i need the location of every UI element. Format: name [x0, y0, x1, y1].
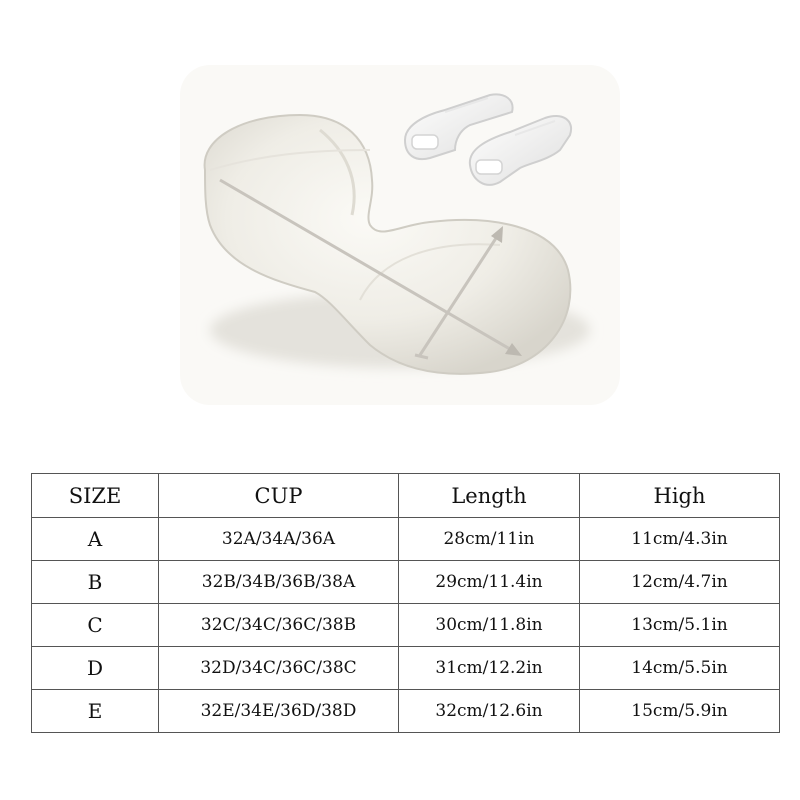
- size-cell: D: [32, 647, 159, 690]
- cup-cell: 32A/34A/36A: [159, 518, 399, 561]
- table-row: [32, 604, 780, 647]
- header-size: SIZE: [32, 474, 159, 518]
- size-cell: A: [32, 518, 159, 561]
- cup-cell: 32E/34E/36D/38D: [159, 690, 399, 733]
- length-cell: 28cm/11in: [399, 518, 580, 561]
- size-cell: E: [32, 690, 159, 733]
- size-chart-table: [31, 473, 780, 733]
- high-cell: 11cm/4.3in: [580, 518, 780, 561]
- cup-cell: 32C/34C/36C/38B: [159, 604, 399, 647]
- high-cell: 13cm/5.1in: [580, 604, 780, 647]
- table-header-row: [32, 474, 780, 518]
- length-cell: 29cm/11.4in: [399, 561, 580, 604]
- size-cell: B: [32, 561, 159, 604]
- high-cell: 12cm/4.7in: [580, 561, 780, 604]
- length-cell: 32cm/12.6in: [399, 690, 580, 733]
- length-cell: 31cm/12.2in: [399, 647, 580, 690]
- header-length: Length: [399, 474, 580, 518]
- table-row: [32, 561, 780, 604]
- high-cell: 15cm/5.9in: [580, 690, 780, 733]
- cup-cell: 32D/34C/36C/38C: [159, 647, 399, 690]
- table-row: [32, 690, 780, 733]
- header-high: High: [580, 474, 780, 518]
- cup-cell: 32B/34B/36B/38A: [159, 561, 399, 604]
- high-cell: 14cm/5.5in: [580, 647, 780, 690]
- size-cell: C: [32, 604, 159, 647]
- table-row: [32, 518, 780, 561]
- length-cell: 30cm/11.8in: [399, 604, 580, 647]
- header-cup: CUP: [159, 474, 399, 518]
- table-row: [32, 647, 780, 690]
